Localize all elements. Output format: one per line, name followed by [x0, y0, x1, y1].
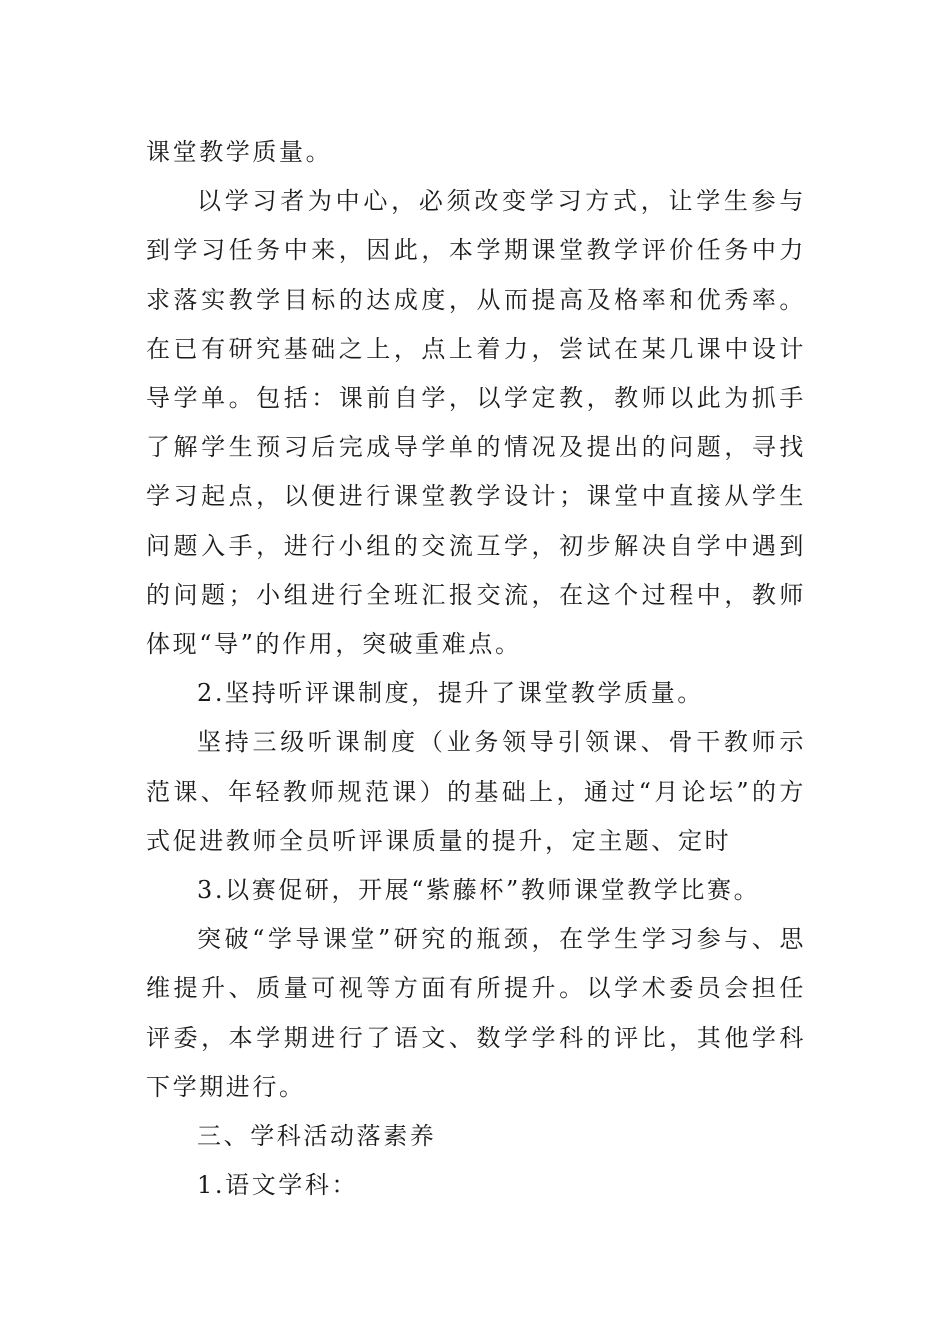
- paragraph-learner-centered: 以学习者为中心，必须改变学习方式，让学生参与到学习任务中来，因此，本学期课堂教学评价任务中力求落实教学目标的达成度，从而提高及格率和优秀率。在已有研究基础之上，点上着力，尝试在某几课中设计导学单。包括：课前自学，以学定教，教师以此为抓手了解学生预习后完成导学单的情况及提出的问题，寻找学习起点，以便进行课堂教学设计；课堂中直接从学生问题入手，进行小组的交流互学，初步解决自学中遇到的问题；小组进行全班汇报交流，在这个过程中，教师体现“导”的作用，突破重难点。: [146, 187, 806, 659]
- heading-chinese-subject: 1.语文学科：: [197, 1171, 359, 1200]
- heading-item-3: 3.以赛促研，开展“紫藤杯”教师课堂教学比赛。: [197, 876, 761, 905]
- section-heading-3: 三、学科活动落素养: [197, 1122, 437, 1151]
- paragraph-competition: 突破“学导课堂”研究的瓶颈，在学生学习参与、思维提升、质量可视等方面有所提升。以学术委员会担任评委，本学期进行了语文、数学学科的评比，其他学科下学期进行。: [146, 925, 806, 1101]
- paragraph-lesson-observation: 坚持三级听课制度（业务领导引领课、骨干教师示范课、年轻教师规范课）的基础上，通过“月论坛”的方式促进教师全员听评课质量的提升，定主题、定时: [146, 728, 806, 855]
- document-body: [146, 128, 806, 1210]
- heading-item-2: 2.坚持听评课制度，提升了课堂教学质量。: [197, 679, 704, 708]
- paragraph-continuation: 课堂教学质量。: [146, 138, 333, 166]
